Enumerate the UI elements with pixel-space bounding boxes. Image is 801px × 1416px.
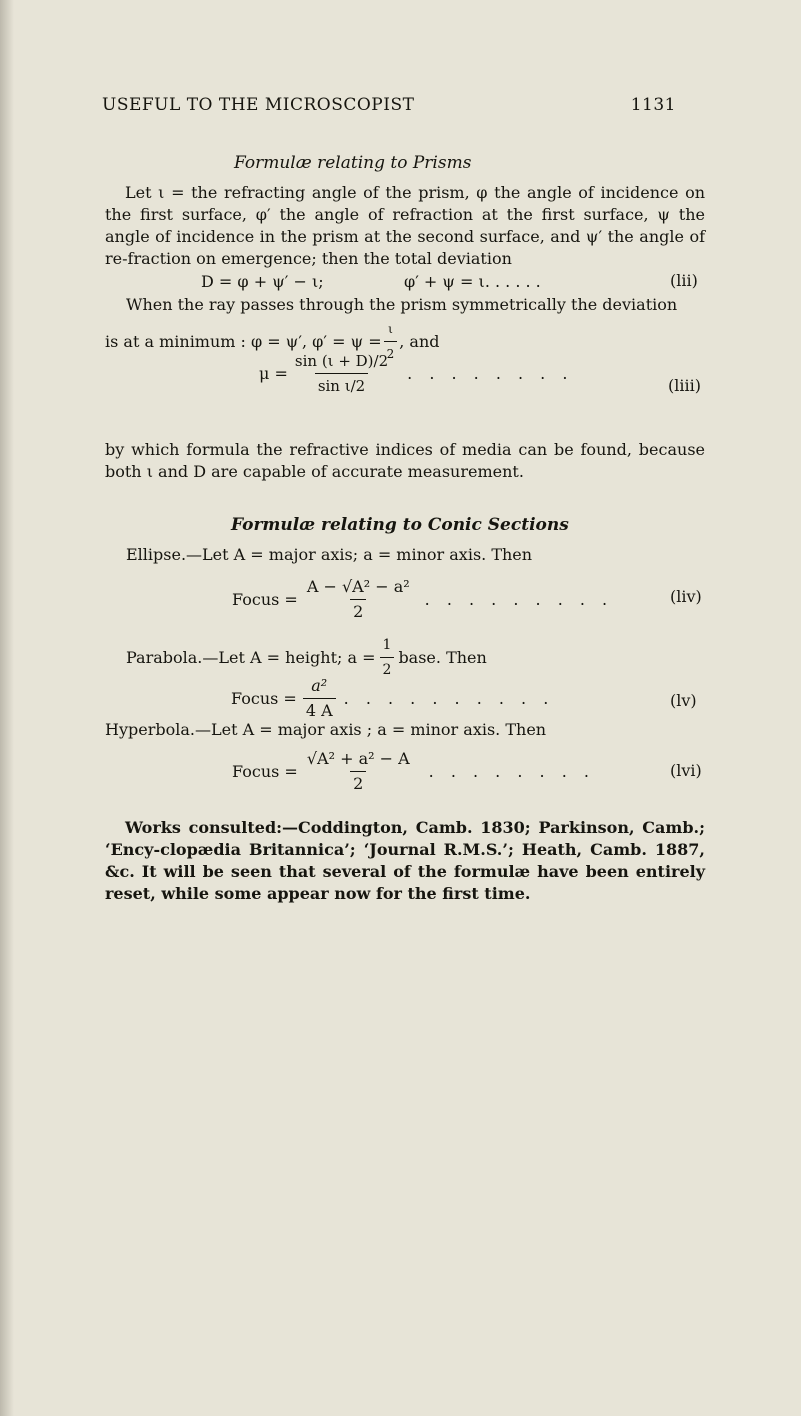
parabola-fraction: [303, 675, 336, 722]
equation-label-lvi: (lvi): [670, 761, 702, 780]
prisms-after-text: by which formula the refractive indices of media can be found, because both ι and D are capable of accurate measurement.: [105, 440, 705, 481]
ellipse-focus-label: Focus =: [232, 589, 298, 609]
prisms-section-title: Formulæ relating to Prisms: [234, 153, 472, 173]
mu-formula: μ = $\frac{\sin (\iota + D)/2}{\text{sin ι/2}}$ . . . . . . . .: [259, 352, 574, 395]
works-consulted-text: Works consulted:—Coddington, Camb. 1830; Parkinson, Camb.; ‘Ency-clopædia Britannica’; ‘Journal R.M.S.’; Heath, Camb. 1887, &c. It will be seen that several of the formulæ have been entirely reset, while some appear now for the first time.: [105, 818, 705, 903]
hyperbola-denominator: 2: [350, 771, 366, 795]
symmetric-line-1: When the ray passes through the prism symmetrically the deviation: [126, 295, 678, 314]
ellipse-formula: Focus = $\frac{\text{A − √A² − a²}}{2}$ . . . . . . . . .: [232, 577, 614, 621]
half-num: 1: [382, 637, 392, 653]
page-edge-shadow: [0, 0, 14, 1416]
equation-label-lii: (lii): [670, 271, 698, 290]
prisms-intro: [105, 182, 705, 270]
mu-denominator: sin ι/2: [315, 373, 368, 397]
parabola-numerator: a²: [311, 676, 328, 695]
hyperbola-intro: Hyperbola.—Let A = major axis ; a = minor axis. Then: [105, 720, 547, 739]
parabola-formula: Focus = $\frac{\text{a²}}{4 A}$ . . . . . . . . . .: [231, 676, 555, 720]
mu-numerator: sin (ι + D)/2: [294, 352, 389, 370]
equation-lii-a: D = φ + ψ′ − ι;: [201, 272, 324, 291]
symmetric-text-b: , and: [399, 331, 440, 351]
parabola-text-a: Parabola.—Let A = height; a =: [126, 647, 376, 667]
hyperbola-formula: Focus = $\frac{\text{√A² + a² − A}}{2}$ . . . . . . . .: [232, 749, 595, 793]
parabola-denominator: 4 A: [303, 698, 336, 722]
running-head: USEFUL TO THE MICROSCOPIST: [102, 95, 415, 115]
parabola-intro: [126, 634, 487, 681]
parabola-focus-label: Focus =: [231, 688, 297, 708]
equation-label-lv: (lv): [670, 691, 697, 710]
page-number: 1131: [630, 95, 676, 115]
prisms-after: [105, 439, 705, 483]
equation-label-liii: (liii): [668, 376, 701, 395]
hyperbola-numerator: √A² + a² − A: [306, 749, 410, 768]
ellipse-intro: Ellipse.—Let A = major axis; a = minor axis. Then: [126, 545, 533, 564]
ellipse-fraction: [304, 576, 413, 623]
symmetric-text-a: is at a minimum : φ = ψ′, φ′ = ψ =: [105, 331, 382, 351]
half-den: 2: [380, 657, 395, 681]
ellipse-denominator: 2: [350, 599, 366, 623]
equation-lii-b: φ′ + ψ = ι. . . . . .: [404, 272, 541, 291]
half-fraction: [380, 634, 395, 681]
iota-half-den: 2: [384, 341, 398, 365]
parabola-text-b: base. Then: [398, 647, 487, 667]
hyperbola-fraction: [304, 748, 413, 795]
hyperbola-focus-label: Focus =: [232, 761, 298, 781]
equation-label-liv: (liv): [670, 587, 702, 606]
prisms-intro-text: Let ι = the refracting angle of the prism, φ the angle of incidence on the first surface, φ′ the angle of refraction at the first surface, ψ the angle of incidence in the prism at the second surface, and ψ′ the angle of re-fraction on emergence; then the total deviation: [105, 183, 705, 268]
iota-half-num: ι: [388, 322, 393, 336]
ellipse-numerator: A − √A² − a²: [306, 577, 410, 596]
mu-fraction: [292, 350, 391, 397]
works-consulted: [105, 817, 705, 905]
conics-section-title: Formulæ relating to Conic Sections: [231, 515, 569, 535]
